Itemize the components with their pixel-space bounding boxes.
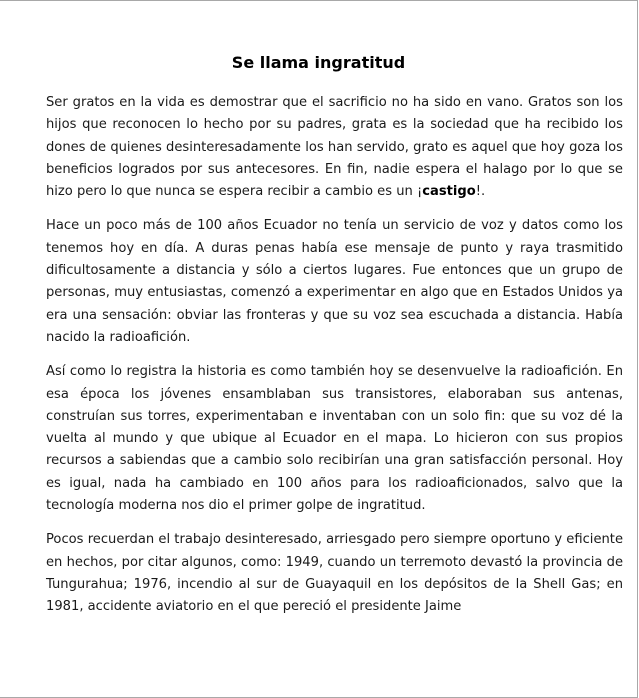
paragraph-2: Hace un poco más de 100 años Ecuador no tenía un servicio de voz y datos como los tenemos hoy en día. A duras penas había ese mensaje de punto y raya trasmitido dificultosamente a distancia y sólo a ciertos lugares. Fue entonces que un grupo de personas, muy entusiastas, comenzó a experimentar en algo que en Estados Unidos ya era una sensación: obviar las fronteras y que su voz sea escuchada a distancia. Había nacido la radioafición.	[46, 218, 623, 345]
paragraph-3: Así como lo registra la historia es como también hoy se desenvuelve la radioafición. En esa época los jóvenes ensamblaban sus transistores, elaboraban sus antenas, construían sus torres, experimentaban e inventaban con un solo fin: que su voz dé la vuelta al mundo y que ubique al Ecuador en el mapa. Lo hicieron con sus propios recursos a sabiendas que a cambio solo recibirían una gran satisfacción personal. Hoy es igual, nada ha cambiado en 100 años para los radioaficionados, salvo que la tecnología moderna nos dio el primer golpe de ingratitud.	[46, 364, 623, 514]
document-body	[46, 92, 623, 631]
document-title: Se llama ingratitud	[231, 53, 406, 72]
paragraph-1-text: Ser gratos en la vida es demostrar que el sacrificio no ha sido en vano. Gratos son los hijos que reconocen lo hecho por su padres, grata es la sociedad que ha recibido los dones de quienes desinteresadamente los han servido, grato es aquel que hoy goza los beneficios logrados por sus antecesores. En fin, nadie espera el halago por lo que se hizo pero lo que nunca se espera recibir a cambio es un ¡	[46, 95, 623, 200]
paragraph-4: Pocos recuerdan el trabajo desinteresado, arriesgado pero siempre oportuno y eficiente en hechos, por citar algunos, como: 1949, cuando un terremoto devastó la provincia de Tungurahua; 1976, incendio al sur de Guayaquil en los depósitos de la Shell Gas; en 1981, accidente aviatorio en el que pereció el presidente Jaime	[46, 532, 623, 615]
emphasized-word: castigo	[422, 184, 476, 200]
paragraph-1-ending: !.	[475, 184, 486, 200]
paragraph-1	[46, 92, 623, 203]
